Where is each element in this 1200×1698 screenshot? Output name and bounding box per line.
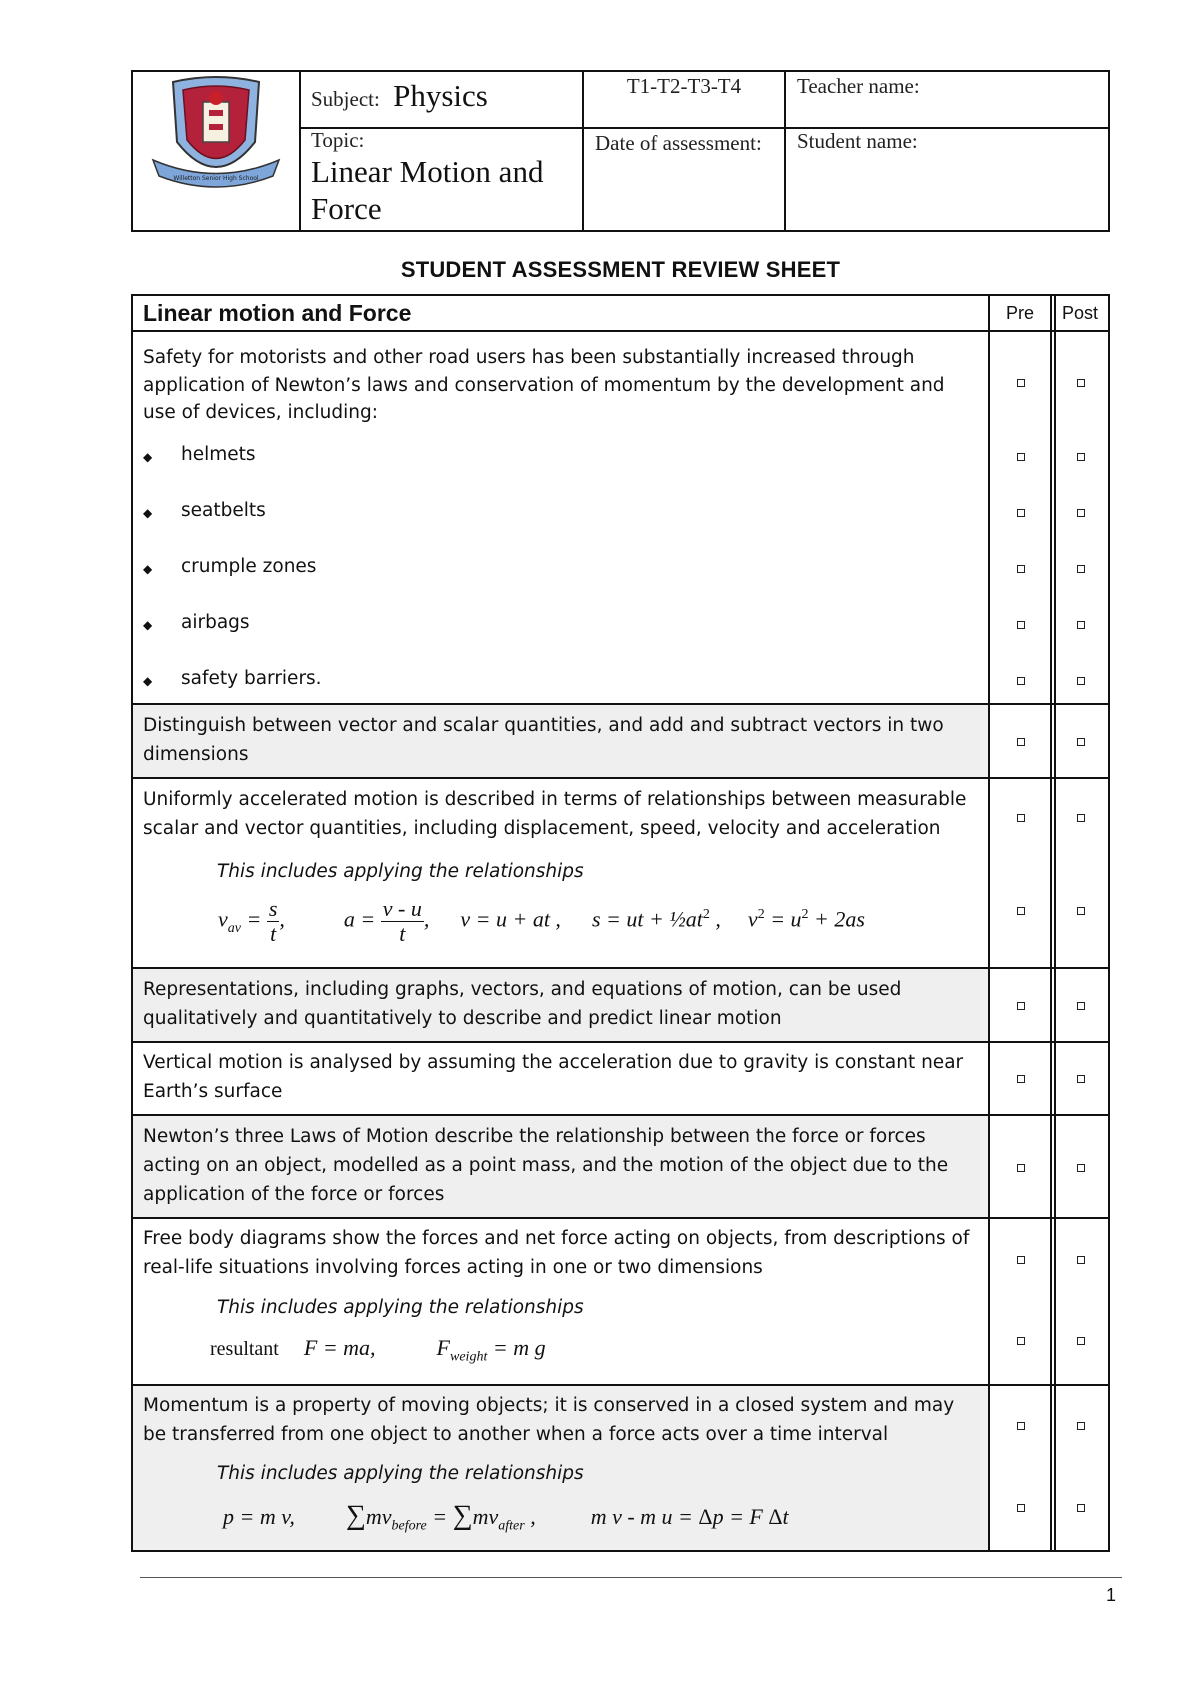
subject-label: Subject: — [311, 87, 380, 111]
newton-laws-text: Newton’s three Laws of Motion describe the relationship between the force or forces acting on an object, modelled as a point mass, and the motion of the object due to the application of the force or forces — [143, 1126, 949, 1205]
pre-checkbox[interactable] — [1017, 509, 1025, 517]
list-item: helmets — [181, 444, 256, 465]
terms-field: T1-T2-T3-T4 — [626, 74, 742, 98]
pre-checkbox[interactable] — [1017, 621, 1025, 629]
list-item: safety barriers. — [181, 668, 322, 689]
post-checkbox[interactable] — [1077, 621, 1085, 629]
pre-checkbox[interactable] — [1017, 907, 1025, 915]
momentum-equations: p = m v, $\sum mv_{before} = \sum mv_{after}$ , m v - m u = Δp = F Δt — [223, 1500, 789, 1534]
footer-divider — [140, 1577, 1122, 1578]
subject-field — [311, 78, 581, 126]
school-logo — [133, 72, 299, 230]
pre-checkbox[interactable] — [1017, 1256, 1025, 1264]
pre-checkbox[interactable] — [1017, 453, 1025, 461]
logo-banner-text: Willetton Senior High School — [173, 175, 259, 182]
table-row — [133, 1217, 1108, 1384]
resultant-label: resultant — [210, 1338, 279, 1360]
school-crest-icon — [133, 72, 299, 230]
post-checkbox[interactable] — [1077, 814, 1085, 822]
pre-checkbox[interactable] — [1017, 1164, 1025, 1172]
page-number: 1 — [1106, 1585, 1117, 1605]
post-checkbox[interactable] — [1077, 1002, 1085, 1010]
uniform-motion-text: Uniformly accelerated motion is described in terms of relationships between measurable scalar and vector quantities, including displacement, speed, velocity and acceleration — [143, 789, 967, 839]
pre-checkbox[interactable] — [1017, 379, 1025, 387]
post-checkbox[interactable] — [1077, 1337, 1085, 1345]
pre-checkbox[interactable] — [1017, 1422, 1025, 1430]
post-checkbox[interactable] — [1077, 1075, 1085, 1083]
pre-checkbox[interactable] — [1017, 1337, 1025, 1345]
topic-label: Topic: — [311, 128, 365, 152]
table-header-row — [133, 296, 1108, 330]
table-row — [133, 1114, 1108, 1217]
post-checkbox[interactable] — [1077, 907, 1085, 915]
momentum-text: Momentum is a property of moving objects; it is conserved in a closed system and may be transferred from one object to another when a force acts over a time interval — [143, 1395, 955, 1445]
subject-value: Physics — [393, 78, 488, 113]
bullet-icon: ◆ — [143, 506, 153, 520]
post-checkbox[interactable] — [1077, 509, 1085, 517]
post-checkbox[interactable] — [1077, 1164, 1085, 1172]
vectors-text: Distinguish between vector and scalar quantities, and add and subtract vectors in two dimensions — [143, 715, 944, 765]
kinematics-equations: $v_{av}$ = $\frac{s}{t}$ , a = $\frac{v - u}{t}$ , v = u + at , s = ut + $\frac{1}{2}at^2$ , $v^2 = u^2 + 2as$ — [218, 896, 865, 946]
topic-value: Linear Motion and Force — [311, 154, 544, 226]
table-row — [133, 1041, 1108, 1114]
table-row — [133, 1384, 1108, 1550]
post-checkbox[interactable] — [1077, 1256, 1085, 1264]
representations-text: Representations, including graphs, vectors, and equations of motion, can be used qualitatively and quantitatively to describe and predict linear motion — [143, 979, 902, 1029]
date-of-assessment-label: Date of assessment: — [595, 131, 762, 155]
post-checkbox[interactable] — [1077, 379, 1085, 387]
table-heading: Linear motion and Force — [143, 300, 412, 326]
force-equations: resultant F = ma, $F_{weight} = m$ g — [210, 1335, 546, 1365]
free-body-text: Free body diagrams show the forces and net force acting on objects, from descriptions of real-life situations involving forces acting in one or two dimensions — [143, 1228, 970, 1278]
table-row — [133, 967, 1108, 1041]
pre-checkbox[interactable] — [1017, 565, 1025, 573]
list-item: crumple zones — [181, 556, 317, 577]
post-checkbox[interactable] — [1077, 738, 1085, 746]
pre-checkbox[interactable] — [1017, 677, 1025, 685]
bullet-icon: ◆ — [143, 450, 153, 464]
relationships-note: This includes applying the relationships — [217, 1463, 584, 1484]
pre-checkbox[interactable] — [1017, 1075, 1025, 1083]
review-table — [131, 294, 1110, 1552]
pre-checkbox[interactable] — [1017, 814, 1025, 822]
pre-checkbox[interactable] — [1017, 738, 1025, 746]
bullet-icon: ◆ — [143, 674, 153, 688]
vertical-motion-text: Vertical motion is analysed by assuming the acceleration due to gravity is constant near Earth’s surface — [143, 1052, 964, 1102]
table-row — [133, 703, 1108, 777]
pre-checkbox[interactable] — [1017, 1002, 1025, 1010]
bullet-icon: ◆ — [143, 618, 153, 632]
pre-column-header: Pre — [1005, 303, 1034, 323]
list-item: airbags — [181, 612, 250, 633]
safety-intro-text: Safety for motorists and other road users has been substantially increased through application of Newton’s laws and conservation of momentum by the development and use of devices, including: — [143, 347, 945, 423]
post-checkbox[interactable] — [1077, 677, 1085, 685]
table-row — [133, 330, 1108, 703]
bullet-icon: ◆ — [143, 562, 153, 576]
sheet-title: STUDENT ASSESSMENT REVIEW SHEET — [400, 257, 841, 282]
student-name-label: Student name: — [797, 129, 918, 153]
post-column-header: Post — [1061, 303, 1099, 323]
post-checkbox[interactable] — [1077, 1504, 1085, 1512]
post-checkbox[interactable] — [1077, 1422, 1085, 1430]
pre-checkbox[interactable] — [1017, 1504, 1025, 1512]
header-table — [131, 70, 1110, 232]
post-checkbox[interactable] — [1077, 453, 1085, 461]
post-checkbox[interactable] — [1077, 565, 1085, 573]
relationships-note: This includes applying the relationships — [217, 861, 584, 882]
table-row — [133, 777, 1108, 967]
teacher-name-label: Teacher name: — [797, 74, 920, 98]
list-item: seatbelts — [181, 500, 266, 521]
relationships-note: This includes applying the relationships — [217, 1297, 584, 1318]
